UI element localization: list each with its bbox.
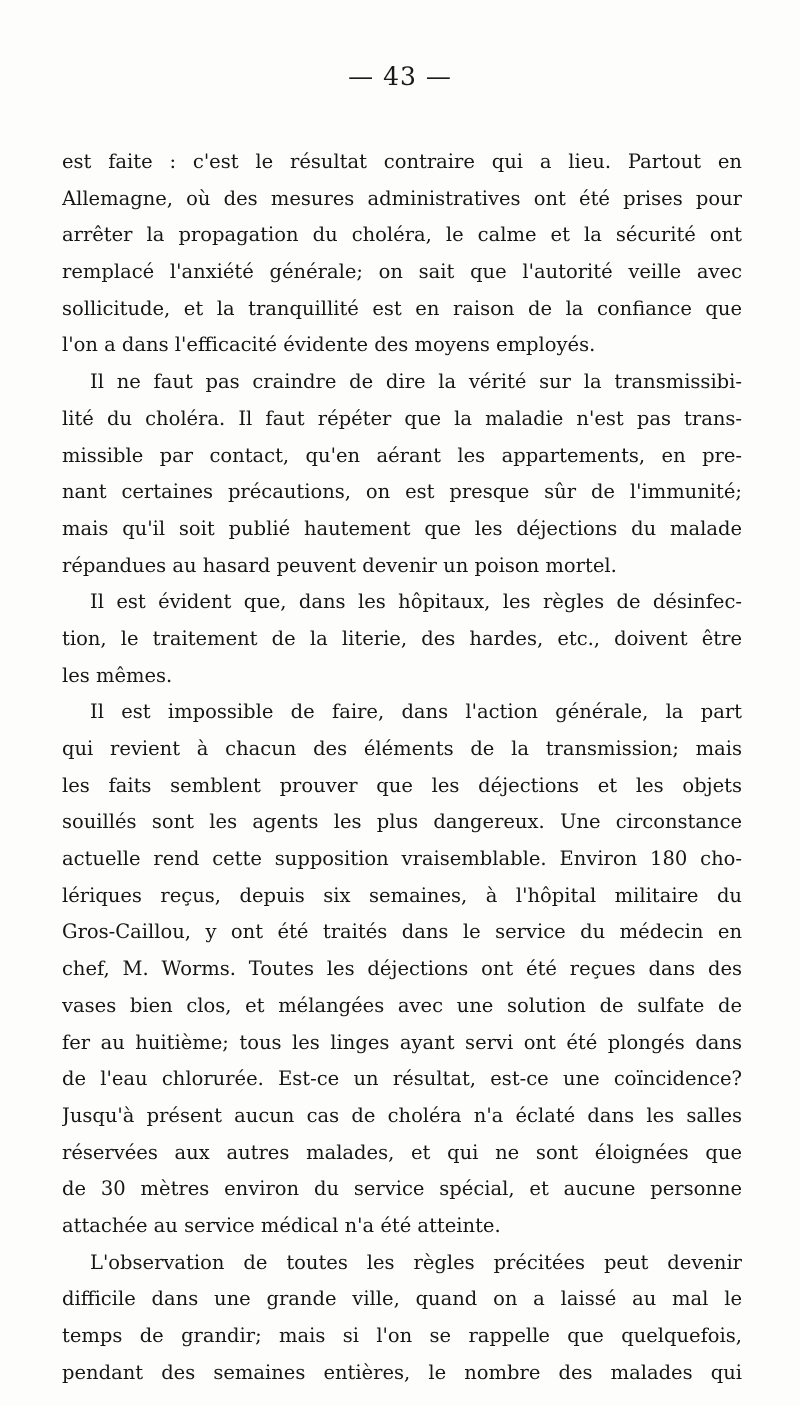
text-line: arrêter la propagation du choléra, le calme et la sécurité ont (62, 223, 742, 247)
text-line: fer au huitième; tous les linges ayant servi ont été plongés dans (62, 1030, 742, 1054)
text-line: remplacé l'anxiété générale; on sait que l'autorité veille avec (62, 260, 742, 284)
text-line: les mêmes. (62, 663, 173, 687)
page-number: — 43 — (348, 62, 452, 91)
text-line: tion, le traitement de la literie, des hardes, etc., doivent être (62, 626, 742, 650)
text-line: Gros-Caillou, y ont été traités dans le service du médecin en (62, 920, 742, 944)
paragraph-start-line: L'observation de toutes les règles précitées peut devenir (90, 1250, 742, 1274)
text-line: qui revient à chacun des éléments de la transmission; mais (62, 737, 742, 760)
paragraph-start-line: Il est évident que, dans les hôpitaux, les règles de désinfec- (90, 590, 742, 614)
text-line: lité du choléra. Il faut répéter que la maladie n'est pas trans- (62, 406, 742, 430)
paragraph-start-line: Il est impossible de faire, dans l'action générale, la part (90, 700, 742, 724)
text-line: chef, M. Worms. Toutes les déjections ont été reçues dans des (62, 957, 742, 981)
text-line: missible par contact, qu'en aérant les appartements, en pre- (62, 443, 742, 467)
text-line: Jusqu'à présent aucun cas de choléra n'a éclaté dans les salles (62, 1103, 742, 1127)
text-line: sollicitude, et la tranquillité est en raison de la confiance que (62, 296, 742, 320)
text-line: les faits semblent prouver que les déjections et les objets (62, 773, 742, 797)
text-line: souillés sont les agents les plus dangereux. Une circonstance (62, 810, 742, 834)
text-line: est faite : c'est le résultat contraire qui a lieu. Partout en (62, 150, 742, 173)
text-line: nant certaines précautions, on est presque sûr de l'immunité; (62, 480, 742, 504)
text-line: temps de grandir; mais si l'on se rappelle que quelquefois, (62, 1324, 742, 1347)
text-line: de 30 mètres environ du service spécial, et aucune personne (62, 1177, 742, 1201)
text-line: Allemagne, où des mesures administratives ont été prises pour (62, 186, 742, 210)
text-line: l'on a dans l'efficacité évidente des moyens employés. (62, 333, 596, 357)
text-line: attachée au service médical n'a été atteinte. (62, 1213, 501, 1237)
text-line: vases bien clos, et mélangées avec une solution de sulfate de (62, 993, 742, 1017)
text-line: de l'eau chlorurée. Est-ce un résultat, est-ce une coïncidence? (62, 1067, 742, 1091)
text-line: actuelle rend cette supposition vraisemblable. Environ 180 cho- (62, 847, 742, 871)
paragraph-start-line: Il ne faut pas craindre de dire la vérité sur la transmissibi- (90, 370, 742, 394)
text-line: réservées aux autres malades, et qui ne sont éloignées que (62, 1140, 742, 1164)
text-line: pendant des semaines entières, le nombre des malades qui (62, 1360, 742, 1384)
body-text (62, 144, 742, 1391)
text-line: mais qu'il soit publié hautement que les déjections du malade (62, 516, 742, 540)
text-line: difficile dans une grande ville, quand on a laissé au mal le (62, 1287, 742, 1311)
text-line: lériques reçus, depuis six semaines, à l'hôpital militaire du (62, 883, 742, 907)
text-line: répandues au hasard peuvent devenir un poison mortel. (62, 553, 617, 577)
